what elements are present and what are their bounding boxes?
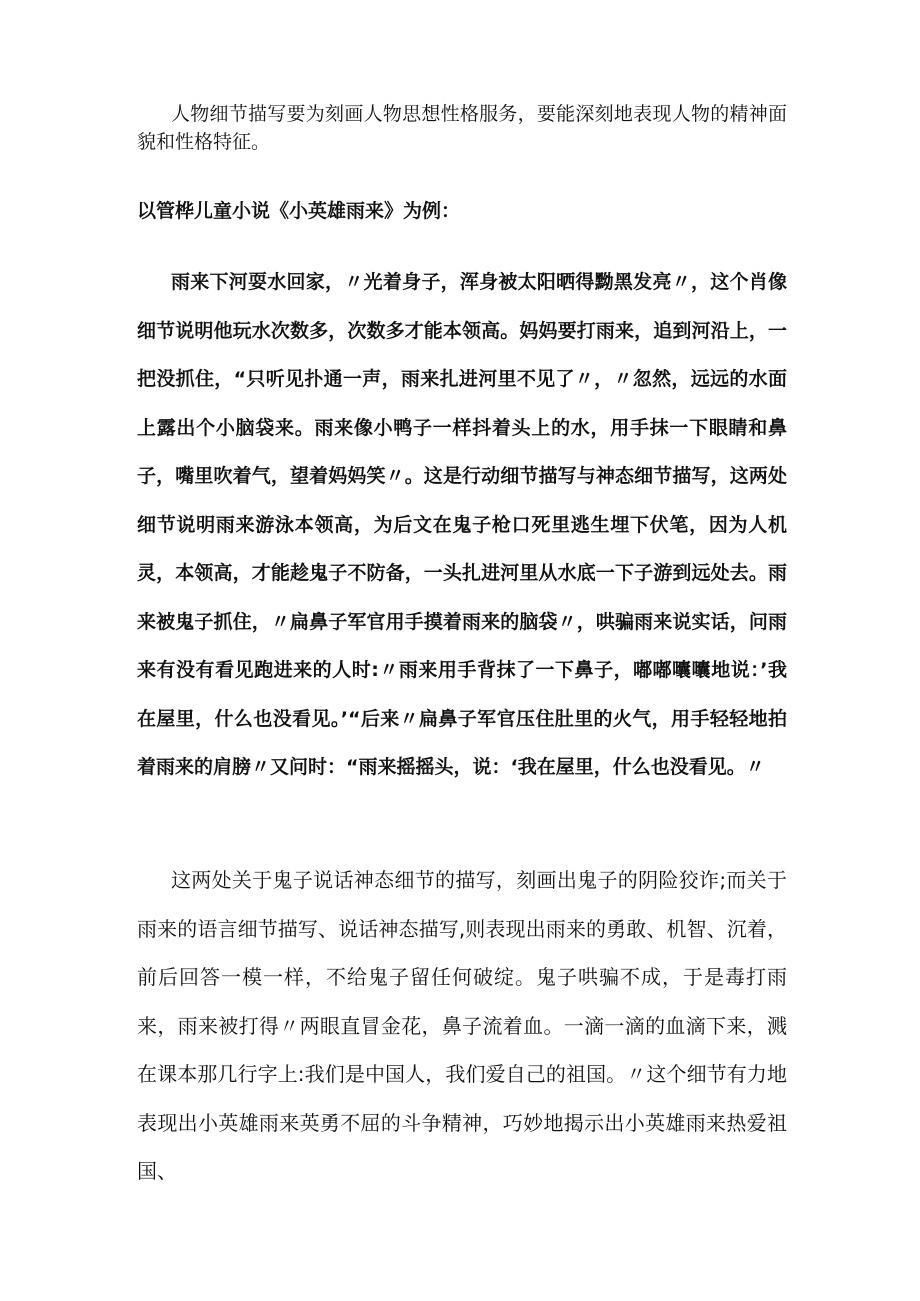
analysis-paragraph: 这两处关于鬼子说话神态细节的描写，刻画出鬼子的阴险狡诈;而关于雨来的语言细节描写、说话神态描写,则表现出雨来的勇敢、机智、沉着，前后回答一模一样，不给鬼子留任何破绽。鬼子哄骗不成，于是毒打雨来，雨来被打得〃两眼直冒金花，鼻子流着血。一滴一滴的血滴下来，溅在课本那几行字上:我们是中国人，我们爱自己的祖国。〃这个细节有力地表现出小英雄雨来英勇不屈的斗争精神，巧妙地揭示出小英雄雨来热爱祖国、: [137, 868, 787, 1183]
example-paragraph: 雨来下河耍水回家，〃光着身子，浑身被太阳晒得黝黑发亮〃，这个肖像细节说明他玩水次数多，次数多才能本领高。妈妈要打雨来，追到河沿上，一把没抓住，“只听见扑通一声，雨来扎进河里不见了〃，〃忽然，远远的水面上露出个小脑袋来。雨来像小鸭子一样抖着头上的水，用手抹一下眼睛和鼻子，嘴里吹着气，望着妈妈笑〃。这是行动细节描写与神态细节描写，这两处细节说明雨来游泳本领高，为后文在鬼子枪口死里逃生埋下伏笔，因为人机灵，本领高，才能趁鬼子不防备，一头扎进河里从水底一下子游到远处去。雨来被鬼子抓住，〃扁鼻子军官用手摸着雨来的脑袋〃，哄骗雨来说实话，问雨来有没有看见跑进来的人时:〃雨来用手背抹了一下鼻子，嘟嘟囔囔地说：’我在屋里，什么也没看见。’“后来〃扁鼻子军官压住肚里的火气，用手轻轻地拍着雨来的肩膀〃又问时：“雨来摇摇头，说：‘我在屋里，什么也没看见。〃: [137, 271, 787, 778]
section-heading: 以管桦儿童小说《小英雄雨来》为例：: [137, 200, 461, 222]
intro-paragraph: 人物细节描写要为刻画人物思想性格服务，要能深刻地表现人物的精神面貌和性格特征。: [137, 103, 787, 153]
